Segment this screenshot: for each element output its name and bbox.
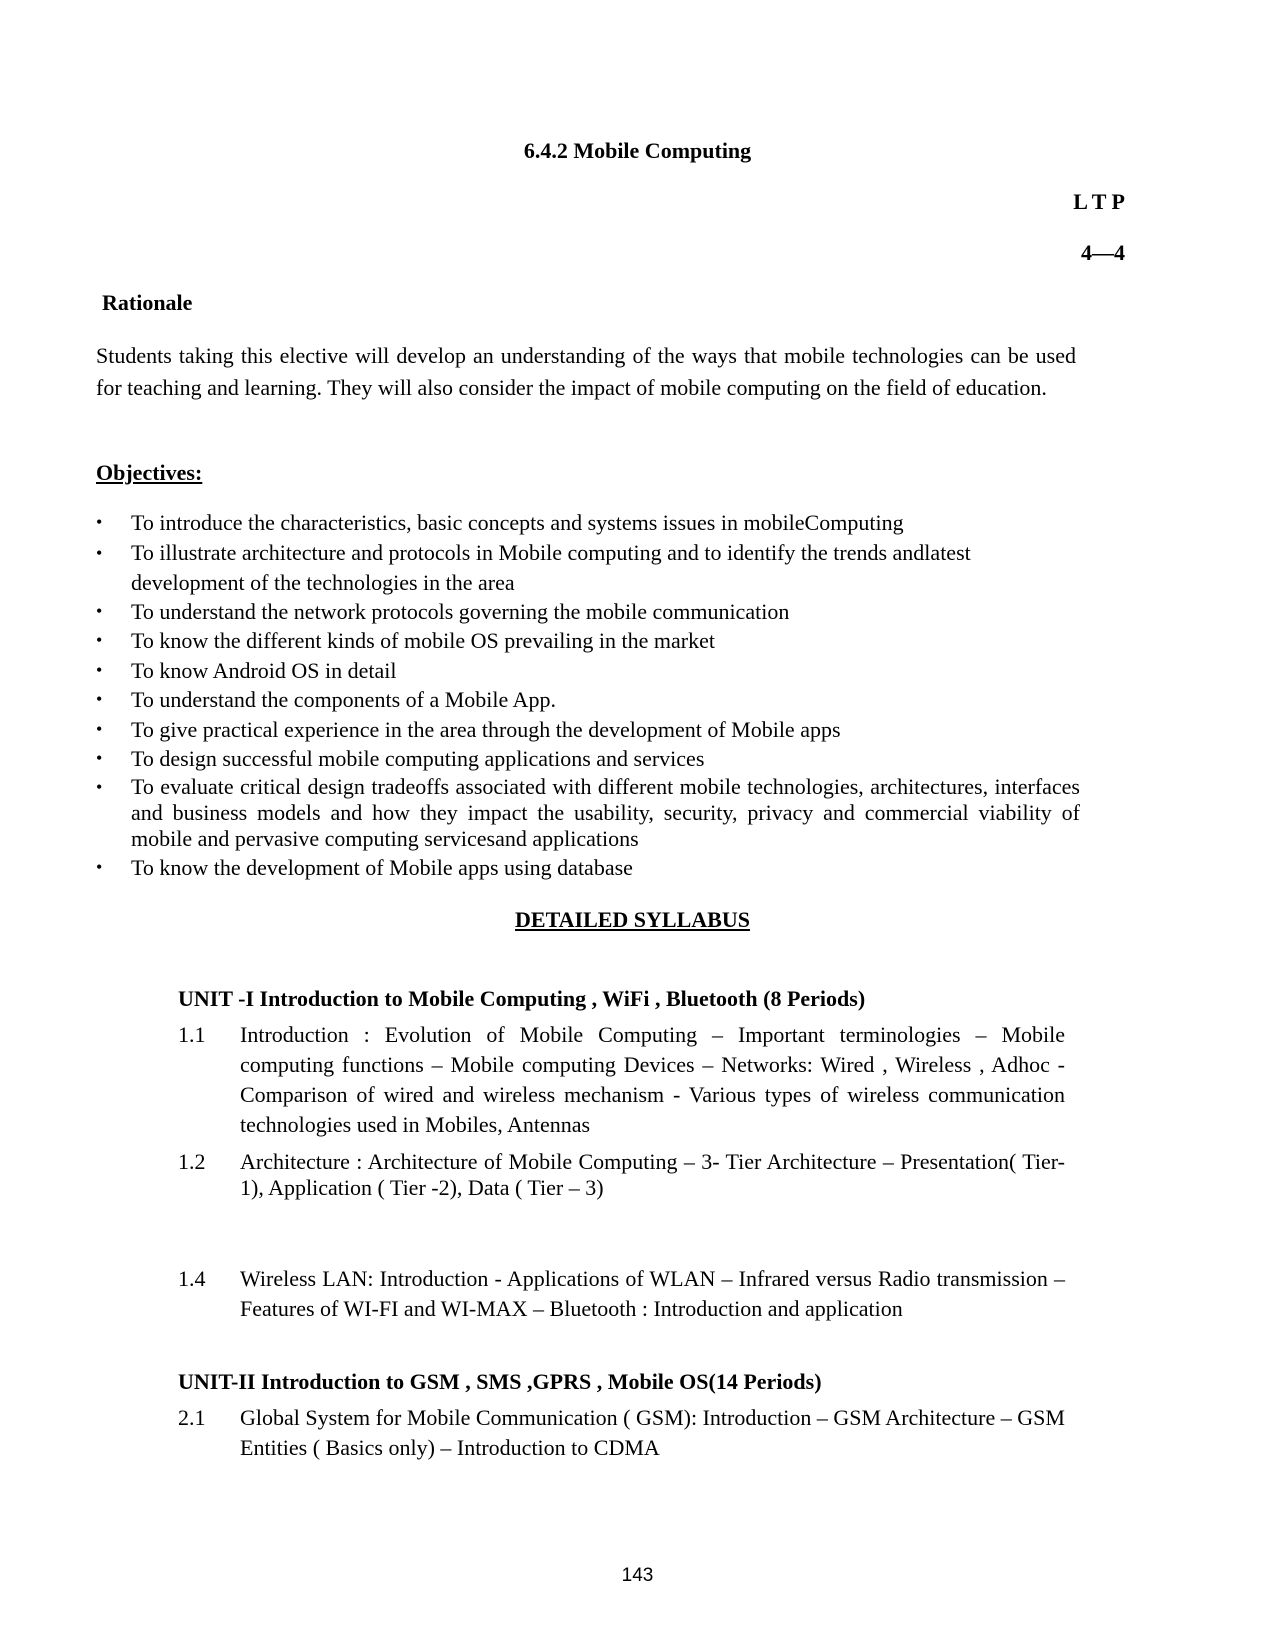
objective-text: To know the development of Mobile apps using database: [131, 855, 633, 880]
bullet-icon: •: [96, 543, 103, 563]
bullet-icon: •: [96, 748, 103, 768]
objective-text: To understand the components of a Mobile App.: [131, 687, 556, 712]
objective-text: To understand the network protocols governing the mobile communication: [131, 599, 790, 624]
objective-text: To introduce the characteristics, basic concepts and systems issues in mobileComputing: [131, 510, 904, 535]
topic-text: Wireless LAN: Introduction - Applications of WLAN – Infrared versus Radio transmission – Features of WI-FI and WI-MAX – Bluetooth : Introduction and application: [240, 1266, 1065, 1321]
page-title: 6.4.2 Mobile Computing: [523, 138, 752, 163]
page-number: 143: [621, 1565, 654, 1586]
topic-number: 1.2: [178, 1149, 206, 1174]
objectives-heading: Objectives:: [96, 460, 203, 485]
objective-text: To illustrate architecture and protocols in Mobile computing and to identify the trends andlatest development of the technologies in the area: [131, 540, 971, 595]
objective-text: To know the different kinds of mobile OS prevailing in the market: [131, 628, 715, 653]
objective-text: To give practical experience in the area through the development of Mobile apps: [131, 717, 841, 742]
topic-number: 2.1: [178, 1405, 206, 1430]
unit-heading: UNIT -I Introduction to Mobile Computing , WiFi , Bluetooth (8 Periods): [178, 986, 866, 1011]
unit-heading: UNIT-II Introduction to GSM , SMS ,GPRS , Mobile OS(14 Periods): [178, 1369, 822, 1394]
bullet-icon: •: [96, 689, 103, 709]
bullet-icon: •: [96, 777, 103, 797]
topic-text: Architecture : Architecture of Mobile Computing – 3- Tier Architecture – Presentation( Tier-1), Application ( Tier -2), Data ( Tier – 3): [240, 1149, 1065, 1200]
ltp-header: L T P: [1073, 189, 1125, 214]
objective-text: To evaluate critical design tradeoffs associated with different mobile technologies, architectures, interfaces and business models and how they impact the usability, security, privacy and commercial viability of mobile and pervasive computing servicesand applications: [131, 774, 1080, 851]
bullet-icon: •: [96, 601, 103, 621]
objective-text: To know Android OS in detail: [131, 658, 397, 683]
topic-number: 1.1: [178, 1022, 206, 1047]
bullet-icon: •: [96, 719, 103, 739]
ltp-values: 4—4: [1081, 240, 1125, 265]
topic-text: Global System for Mobile Communication ( GSM): Introduction – GSM Architecture – GSM Entities ( Basics only) – Introduction to CDMA: [240, 1405, 1065, 1460]
bullet-icon: •: [96, 857, 103, 877]
bullet-icon: •: [96, 630, 103, 650]
rationale-heading: Rationale: [102, 290, 193, 315]
objective-text: To design successful mobile computing applications and services: [131, 746, 705, 771]
rationale-text: Students taking this elective will develop an understanding of the ways that mobile technologies can be used for teaching and learning. They will also consider the impact of mobile computing on the field of education.: [96, 343, 1076, 400]
topic-text: Introduction : Evolution of Mobile Computing – Important terminologies – Mobile computing functions – Mobile computing Devices – Networks: Wired , Wireless , Adhoc - Comparison of wired and wireless mechanism - Various types of wireless communication technologies used in Mobiles, Antennas: [240, 1022, 1065, 1137]
bullet-icon: •: [96, 512, 103, 532]
bullet-icon: •: [96, 660, 103, 680]
syllabus-heading: DETAILED SYLLABUS: [515, 907, 750, 932]
topic-number: 1.4: [178, 1266, 206, 1291]
